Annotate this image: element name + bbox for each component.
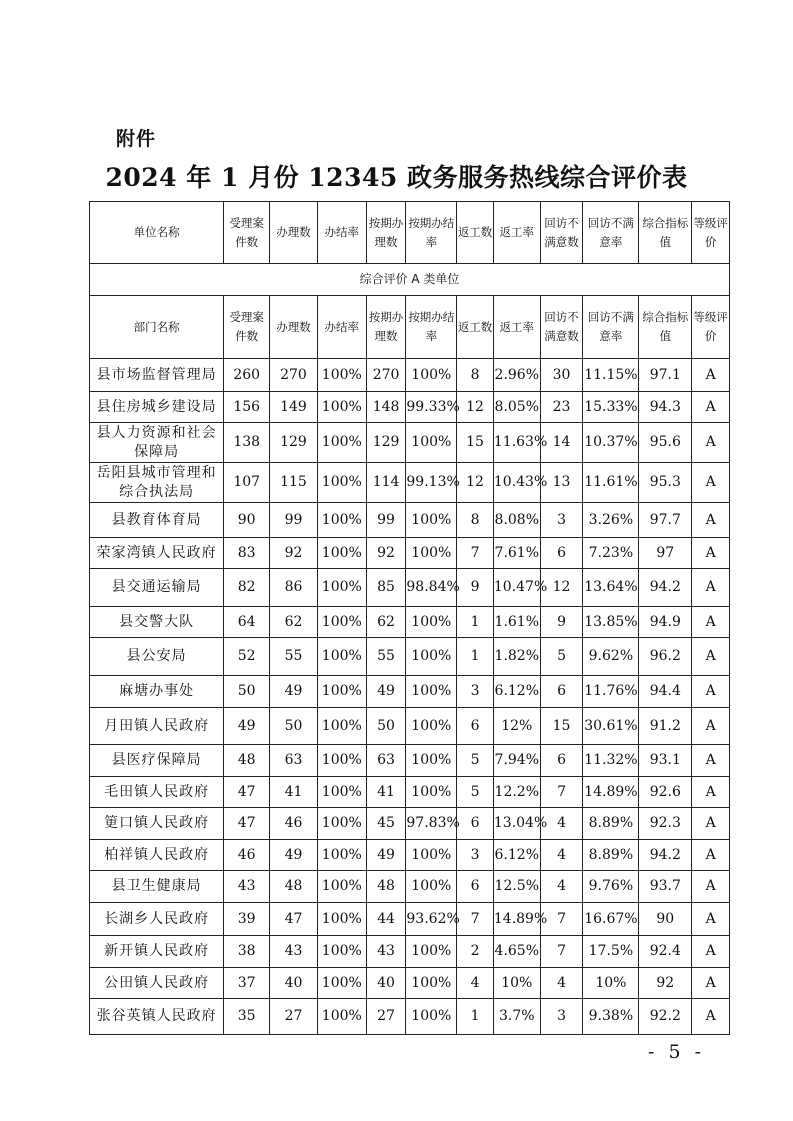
table-row (90, 745, 730, 777)
table-row (90, 968, 730, 999)
cell-received: 138 (224, 423, 270, 463)
cell-received: 83 (224, 538, 270, 569)
cell-on-time-rate: 100% (406, 745, 457, 777)
cell-dissatisfaction-rate: 11.61% (583, 463, 639, 503)
subheader-dissatisfaction-rate: 回访不满意率 (583, 296, 639, 359)
cell-completion-rate: 100% (317, 871, 366, 903)
cell-handled: 115 (270, 463, 318, 503)
cell-on-time-rate: 99.13% (406, 463, 457, 503)
table-row (90, 463, 730, 503)
cell-composite-index: 94.2 (639, 569, 692, 607)
cell-on-time-rate: 93.62% (406, 903, 457, 936)
cell-returned: 3 (457, 840, 494, 871)
attachment-label: 附件 (116, 128, 157, 150)
cell-unit-name: 柏祥镇人民政府 (90, 840, 224, 871)
cell-returned: 15 (457, 423, 494, 463)
cell-handled: 43 (270, 936, 318, 968)
cell-grade: A (692, 999, 730, 1035)
cell-completion-rate: 100% (317, 936, 366, 968)
cell-received: 156 (224, 392, 270, 423)
cell-dissatisfied: 5 (540, 638, 583, 676)
subheader-returned: 返工数 (457, 296, 494, 359)
cell-completion-rate: 100% (317, 359, 366, 392)
cell-received: 39 (224, 903, 270, 936)
cell-composite-index: 92.4 (639, 936, 692, 968)
header-grade: 等级评价 (692, 202, 730, 264)
subheader-grade: 等级评价 (692, 296, 730, 359)
cell-handled: 47 (270, 903, 318, 936)
cell-return-rate: 8.05% (493, 392, 540, 423)
cell-dissatisfied: 4 (540, 871, 583, 903)
cell-on-time-handled: 62 (366, 607, 406, 638)
cell-on-time-rate: 100% (406, 777, 457, 808)
cell-on-time-handled: 49 (366, 676, 406, 708)
header-composite-index: 综合指标值 (639, 202, 692, 264)
table-row (90, 607, 730, 638)
cell-handled: 50 (270, 708, 318, 745)
cell-composite-index: 96.2 (639, 638, 692, 676)
section-row (90, 264, 730, 296)
cell-unit-name: 毛田镇人民政府 (90, 777, 224, 808)
cell-dissatisfied: 14 (540, 423, 583, 463)
cell-dissatisfaction-rate: 17.5% (583, 936, 639, 968)
cell-return-rate: 6.12% (493, 676, 540, 708)
cell-unit-name: 月田镇人民政府 (90, 708, 224, 745)
cell-handled: 149 (270, 392, 318, 423)
cell-returned: 5 (457, 777, 494, 808)
cell-on-time-handled: 40 (366, 968, 406, 999)
table-row (90, 871, 730, 903)
cell-dissatisfaction-rate: 16.67% (583, 903, 639, 936)
cell-dissatisfaction-rate: 10.37% (583, 423, 639, 463)
cell-dissatisfaction-rate: 7.23% (583, 538, 639, 569)
table-row (90, 503, 730, 538)
cell-dissatisfied: 7 (540, 903, 583, 936)
cell-on-time-rate: 100% (406, 936, 457, 968)
cell-dissatisfied: 6 (540, 676, 583, 708)
cell-dissatisfied: 6 (540, 538, 583, 569)
cell-received: 82 (224, 569, 270, 607)
cell-grade: A (692, 903, 730, 936)
cell-on-time-rate: 100% (406, 708, 457, 745)
header-dissatisfied: 回访不满意数 (540, 202, 583, 264)
cell-dissatisfaction-rate: 11.15% (583, 359, 639, 392)
cell-composite-index: 97.7 (639, 503, 692, 538)
cell-dissatisfied: 6 (540, 745, 583, 777)
cell-on-time-handled: 92 (366, 538, 406, 569)
cell-returned: 1 (457, 638, 494, 676)
cell-return-rate: 13.04% (493, 808, 540, 840)
cell-return-rate: 12% (493, 708, 540, 745)
section-label: 综合评价 A 类单位 (90, 264, 730, 296)
cell-composite-index: 94.2 (639, 840, 692, 871)
cell-received: 46 (224, 840, 270, 871)
cell-dissatisfaction-rate: 13.85% (583, 607, 639, 638)
cell-return-rate: 1.82% (493, 638, 540, 676)
cell-dissatisfaction-rate: 30.61% (583, 708, 639, 745)
cell-returned: 4 (457, 968, 494, 999)
cell-dissatisfaction-rate: 9.76% (583, 871, 639, 903)
cell-on-time-handled: 270 (366, 359, 406, 392)
cell-on-time-handled: 85 (366, 569, 406, 607)
cell-returned: 8 (457, 503, 494, 538)
cell-completion-rate: 100% (317, 840, 366, 871)
subheader-on-time-rate: 按期办结率 (406, 296, 457, 359)
cell-grade: A (692, 871, 730, 903)
cell-return-rate: 10% (493, 968, 540, 999)
table-row (90, 999, 730, 1035)
cell-handled: 49 (270, 840, 318, 871)
cell-returned: 6 (457, 871, 494, 903)
cell-completion-rate: 100% (317, 745, 366, 777)
cell-dissatisfaction-rate: 11.76% (583, 676, 639, 708)
cell-completion-rate: 100% (317, 607, 366, 638)
cell-composite-index: 95.6 (639, 423, 692, 463)
cell-received: 35 (224, 999, 270, 1035)
cell-on-time-handled: 63 (366, 745, 406, 777)
subheader-completion-rate: 办结率 (317, 296, 366, 359)
cell-dissatisfied: 9 (540, 607, 583, 638)
table-row (90, 936, 730, 968)
cell-on-time-handled: 48 (366, 871, 406, 903)
subheader-composite-index: 综合指标值 (639, 296, 692, 359)
cell-unit-name: 县交通运输局 (90, 569, 224, 607)
cell-composite-index: 91.2 (639, 708, 692, 745)
table-row (90, 569, 730, 607)
cell-handled: 41 (270, 777, 318, 808)
table-row (90, 538, 730, 569)
cell-received: 64 (224, 607, 270, 638)
cell-grade: A (692, 936, 730, 968)
cell-return-rate: 10.47% (493, 569, 540, 607)
cell-return-rate: 12.5% (493, 871, 540, 903)
cell-grade: A (692, 538, 730, 569)
cell-returned: 6 (457, 708, 494, 745)
cell-returned: 2 (457, 936, 494, 968)
cell-grade: A (692, 423, 730, 463)
cell-completion-rate: 100% (317, 538, 366, 569)
cell-received: 260 (224, 359, 270, 392)
cell-composite-index: 90 (639, 903, 692, 936)
cell-unit-name: 县医疗保障局 (90, 745, 224, 777)
cell-completion-rate: 100% (317, 968, 366, 999)
header-unit-name: 单位名称 (90, 202, 224, 264)
cell-on-time-rate: 98.84% (406, 569, 457, 607)
cell-composite-index: 95.3 (639, 463, 692, 503)
table-header-row (90, 202, 730, 264)
cell-grade: A (692, 708, 730, 745)
subheader-unit-name: 部门名称 (90, 296, 224, 359)
cell-return-rate: 2.96% (493, 359, 540, 392)
cell-on-time-rate: 100% (406, 676, 457, 708)
cell-handled: 270 (270, 359, 318, 392)
cell-grade: A (692, 638, 730, 676)
cell-returned: 9 (457, 569, 494, 607)
cell-received: 49 (224, 708, 270, 745)
cell-grade: A (692, 569, 730, 607)
cell-dissatisfaction-rate: 8.89% (583, 808, 639, 840)
table-row (90, 359, 730, 392)
cell-received: 47 (224, 808, 270, 840)
cell-composite-index: 93.1 (639, 745, 692, 777)
table-row (90, 708, 730, 745)
cell-return-rate: 3.7% (493, 999, 540, 1035)
cell-on-time-handled: 129 (366, 423, 406, 463)
cell-handled: 86 (270, 569, 318, 607)
cell-on-time-handled: 55 (366, 638, 406, 676)
cell-handled: 48 (270, 871, 318, 903)
cell-grade: A (692, 777, 730, 808)
cell-handled: 129 (270, 423, 318, 463)
cell-on-time-handled: 43 (366, 936, 406, 968)
subheader-on-time-handled: 按期办理数 (366, 296, 406, 359)
cell-handled: 27 (270, 999, 318, 1035)
cell-composite-index: 93.7 (639, 871, 692, 903)
cell-completion-rate: 100% (317, 423, 366, 463)
cell-grade: A (692, 840, 730, 871)
cell-grade: A (692, 463, 730, 503)
cell-return-rate: 1.61% (493, 607, 540, 638)
cell-received: 47 (224, 777, 270, 808)
header-on-time-handled: 按期办理数 (366, 202, 406, 264)
cell-return-rate: 7.61% (493, 538, 540, 569)
cell-on-time-rate: 99.33% (406, 392, 457, 423)
cell-return-rate: 4.65% (493, 936, 540, 968)
cell-grade: A (692, 745, 730, 777)
cell-dissatisfied: 4 (540, 840, 583, 871)
cell-on-time-handled: 49 (366, 840, 406, 871)
cell-completion-rate: 100% (317, 777, 366, 808)
cell-received: 38 (224, 936, 270, 968)
cell-on-time-rate: 100% (406, 359, 457, 392)
cell-dissatisfied: 3 (540, 503, 583, 538)
cell-on-time-rate: 100% (406, 607, 457, 638)
cell-received: 48 (224, 745, 270, 777)
cell-returned: 7 (457, 903, 494, 936)
cell-dissatisfied: 30 (540, 359, 583, 392)
cell-dissatisfaction-rate: 8.89% (583, 840, 639, 871)
cell-dissatisfied: 4 (540, 968, 583, 999)
cell-dissatisfied: 13 (540, 463, 583, 503)
cell-dissatisfied: 12 (540, 569, 583, 607)
cell-returned: 7 (457, 538, 494, 569)
cell-unit-name: 县人力资源和社会保障局 (90, 423, 224, 463)
cell-on-time-handled: 44 (366, 903, 406, 936)
cell-composite-index: 94.4 (639, 676, 692, 708)
cell-handled: 40 (270, 968, 318, 999)
cell-unit-name: 公田镇人民政府 (90, 968, 224, 999)
cell-return-rate: 12.2% (493, 777, 540, 808)
cell-unit-name: 县卫生健康局 (90, 871, 224, 903)
cell-on-time-handled: 27 (366, 999, 406, 1035)
table-row (90, 423, 730, 463)
cell-on-time-rate: 100% (406, 840, 457, 871)
cell-dissatisfied: 4 (540, 808, 583, 840)
cell-grade: A (692, 392, 730, 423)
cell-dissatisfaction-rate: 3.26% (583, 503, 639, 538)
cell-received: 43 (224, 871, 270, 903)
cell-grade: A (692, 503, 730, 538)
subheader-received: 受理案件数 (224, 296, 270, 359)
cell-on-time-rate: 100% (406, 423, 457, 463)
table-row (90, 840, 730, 871)
cell-dissatisfaction-rate: 14.89% (583, 777, 639, 808)
cell-return-rate: 11.63% (493, 423, 540, 463)
cell-dissatisfied: 3 (540, 999, 583, 1035)
cell-unit-name: 县公安局 (90, 638, 224, 676)
cell-returned: 12 (457, 463, 494, 503)
cell-completion-rate: 100% (317, 569, 366, 607)
cell-grade: A (692, 968, 730, 999)
cell-on-time-handled: 50 (366, 708, 406, 745)
cell-unit-name: 县市场监督管理局 (90, 359, 224, 392)
header-handled: 办理数 (270, 202, 318, 264)
cell-handled: 92 (270, 538, 318, 569)
subheader-dissatisfied: 回访不满意数 (540, 296, 583, 359)
cell-on-time-handled: 114 (366, 463, 406, 503)
document-title: 2024 年 1 月份 12345 政务服务热线综合评价表 (105, 163, 688, 192)
cell-on-time-rate: 100% (406, 638, 457, 676)
header-return-rate: 返工率 (493, 202, 540, 264)
cell-unit-name: 张谷英镇人民政府 (90, 999, 224, 1035)
cell-completion-rate: 100% (317, 463, 366, 503)
cell-returned: 1 (457, 607, 494, 638)
cell-handled: 55 (270, 638, 318, 676)
cell-completion-rate: 100% (317, 903, 366, 936)
cell-composite-index: 92.6 (639, 777, 692, 808)
header-dissatisfaction-rate: 回访不满意率 (583, 202, 639, 264)
cell-returned: 8 (457, 359, 494, 392)
cell-handled: 99 (270, 503, 318, 538)
cell-unit-name: 麻塘办事处 (90, 676, 224, 708)
cell-completion-rate: 100% (317, 676, 366, 708)
cell-on-time-handled: 148 (366, 392, 406, 423)
cell-dissatisfaction-rate: 9.38% (583, 999, 639, 1035)
cell-dissatisfaction-rate: 10% (583, 968, 639, 999)
cell-return-rate: 8.08% (493, 503, 540, 538)
header-on-time-rate: 按期办结率 (406, 202, 457, 264)
cell-dissatisfaction-rate: 9.62% (583, 638, 639, 676)
table-row (90, 392, 730, 423)
cell-returned: 12 (457, 392, 494, 423)
table-row (90, 808, 730, 840)
cell-unit-name: 长湖乡人民政府 (90, 903, 224, 936)
cell-grade: A (692, 607, 730, 638)
cell-handled: 63 (270, 745, 318, 777)
cell-received: 107 (224, 463, 270, 503)
cell-completion-rate: 100% (317, 503, 366, 538)
cell-completion-rate: 100% (317, 708, 366, 745)
page-number: - 5 - (648, 1041, 706, 1063)
cell-composite-index: 92 (639, 968, 692, 999)
cell-dissatisfied: 23 (540, 392, 583, 423)
cell-return-rate: 7.94% (493, 745, 540, 777)
evaluation-table (89, 201, 730, 1035)
cell-on-time-handled: 99 (366, 503, 406, 538)
cell-return-rate: 6.12% (493, 840, 540, 871)
cell-unit-name: 新开镇人民政府 (90, 936, 224, 968)
cell-composite-index: 97 (639, 538, 692, 569)
cell-handled: 46 (270, 808, 318, 840)
cell-on-time-rate: 100% (406, 968, 457, 999)
cell-dissatisfaction-rate: 11.32% (583, 745, 639, 777)
cell-composite-index: 92.2 (639, 999, 692, 1035)
table-row (90, 903, 730, 936)
cell-unit-name: 县教育体育局 (90, 503, 224, 538)
cell-dissatisfied: 7 (540, 936, 583, 968)
cell-handled: 49 (270, 676, 318, 708)
table-subheader-row (90, 296, 730, 359)
cell-composite-index: 94.9 (639, 607, 692, 638)
table-row (90, 676, 730, 708)
cell-unit-name: 县交警大队 (90, 607, 224, 638)
subheader-handled: 办理数 (270, 296, 318, 359)
cell-return-rate: 10.43% (493, 463, 540, 503)
table-row (90, 638, 730, 676)
cell-on-time-handled: 45 (366, 808, 406, 840)
cell-unit-name: 县住房城乡建设局 (90, 392, 224, 423)
cell-composite-index: 94.3 (639, 392, 692, 423)
cell-completion-rate: 100% (317, 808, 366, 840)
cell-grade: A (692, 808, 730, 840)
cell-returned: 3 (457, 676, 494, 708)
header-completion-rate: 办结率 (317, 202, 366, 264)
cell-received: 52 (224, 638, 270, 676)
cell-on-time-rate: 100% (406, 503, 457, 538)
cell-completion-rate: 100% (317, 392, 366, 423)
cell-returned: 1 (457, 999, 494, 1035)
cell-returned: 5 (457, 745, 494, 777)
cell-on-time-handled: 41 (366, 777, 406, 808)
cell-completion-rate: 100% (317, 999, 366, 1035)
cell-completion-rate: 100% (317, 638, 366, 676)
cell-dissatisfaction-rate: 15.33% (583, 392, 639, 423)
cell-dissatisfaction-rate: 13.64% (583, 569, 639, 607)
cell-grade: A (692, 676, 730, 708)
cell-on-time-rate: 97.83% (406, 808, 457, 840)
header-returned: 返工数 (457, 202, 494, 264)
cell-grade: A (692, 359, 730, 392)
cell-return-rate: 14.89% (493, 903, 540, 936)
table-row (90, 777, 730, 808)
cell-composite-index: 92.3 (639, 808, 692, 840)
cell-unit-name: 岳阳县城市管理和综合执法局 (90, 463, 224, 503)
cell-handled: 62 (270, 607, 318, 638)
cell-unit-name: 荣家湾镇人民政府 (90, 538, 224, 569)
cell-returned: 6 (457, 808, 494, 840)
header-received: 受理案件数 (224, 202, 270, 264)
cell-dissatisfied: 15 (540, 708, 583, 745)
subheader-return-rate: 返工率 (493, 296, 540, 359)
cell-dissatisfied: 7 (540, 777, 583, 808)
cell-on-time-rate: 100% (406, 871, 457, 903)
cell-received: 37 (224, 968, 270, 999)
cell-on-time-rate: 100% (406, 999, 457, 1035)
cell-unit-name: 筻口镇人民政府 (90, 808, 224, 840)
cell-composite-index: 97.1 (639, 359, 692, 392)
cell-received: 50 (224, 676, 270, 708)
cell-on-time-rate: 100% (406, 538, 457, 569)
cell-received: 90 (224, 503, 270, 538)
